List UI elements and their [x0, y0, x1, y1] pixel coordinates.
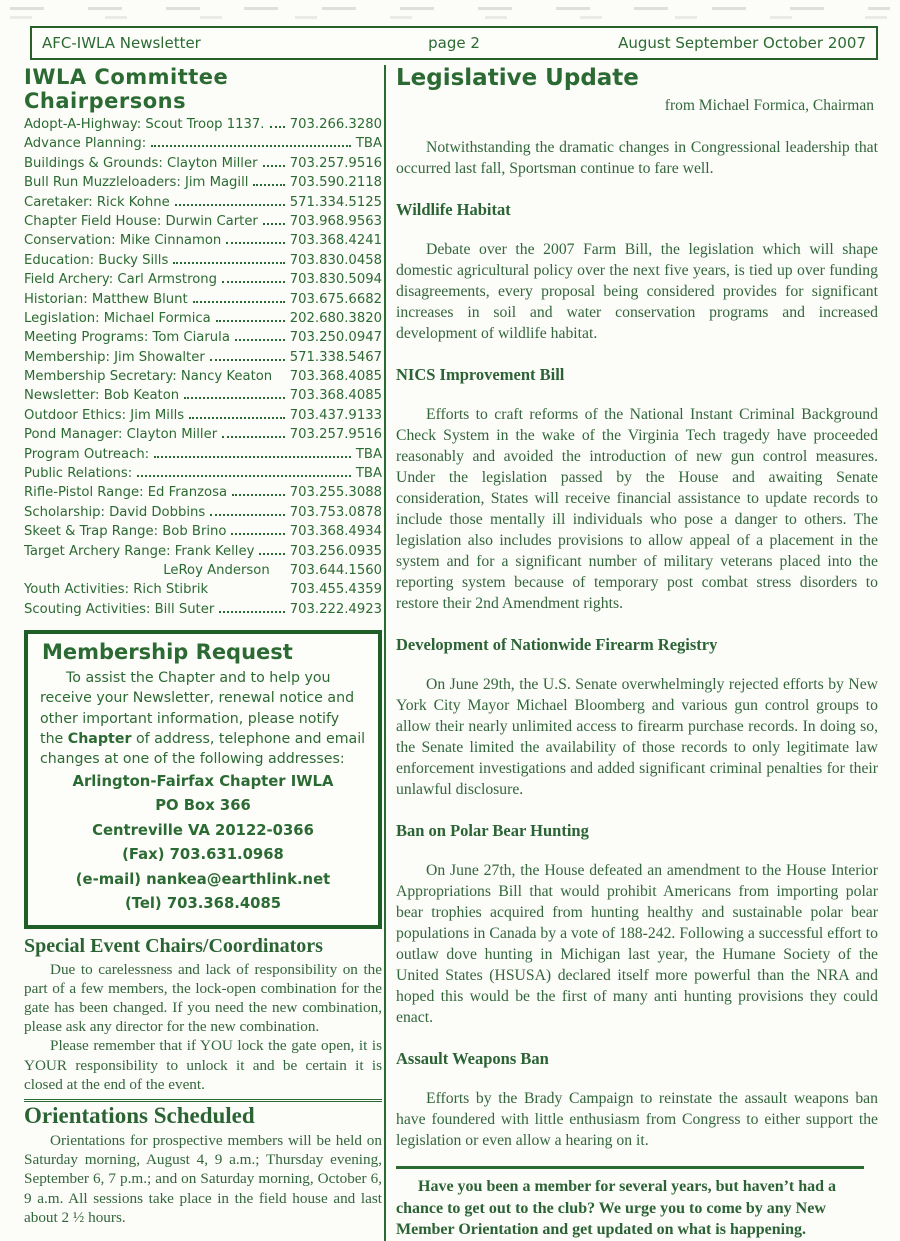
committee-row: [24, 292, 382, 311]
dot-leader: [263, 223, 285, 225]
dot-leader: [219, 611, 284, 613]
dot-leader: [210, 359, 285, 361]
membership-intro-bold: Chapter: [67, 731, 132, 748]
scan-artifact: [10, 16, 890, 19]
committee-row: [24, 350, 382, 369]
footer-note-divider: [396, 1166, 864, 1241]
committee-role: Membership: Jim Showalter: [24, 349, 205, 365]
newsletter-page: [24, 26, 878, 1241]
phone-number: 703.455.4359: [289, 582, 382, 598]
dot-leader: [173, 262, 284, 264]
phone-number: 202.680.3820: [289, 310, 382, 326]
fax-number: (Fax) 703.631.0968: [122, 846, 284, 864]
address-line: Centreville VA 20122-0366: [92, 821, 314, 839]
phone-number: 703.255.3088: [289, 485, 382, 501]
committee-role: Chapter Field House: Durwin Carter: [24, 213, 258, 229]
membership-intro-text: To assist the Chapter and to help you receive your Newsletter, renewal notice and other important information, please notify the: [40, 670, 355, 748]
dot-leader: [226, 242, 284, 244]
committee-row: [24, 447, 382, 466]
phone-number: 571.338.5467: [289, 349, 382, 365]
page-header: [30, 26, 878, 60]
committee-row: [24, 485, 382, 504]
phone-number: 703.675.6682: [289, 291, 382, 307]
phone-number: 703.368.4241: [289, 233, 382, 249]
special-events-section: [24, 935, 382, 1094]
dot-leader: [184, 397, 285, 399]
phone-number: (Tel) 703.368.4085: [124, 895, 282, 913]
dot-leader: [137, 475, 351, 477]
section-body: On June 27th, the House defeated an amendment to the House Interior Appropriations Bill that would prohibit Americans from importing polar bear trophies acquired from hunting healthy and sustainable polar bear populations in Canada by a vote of 188-242. Following a successful effort to outlaw dove hunting in Michigan last year, the Humane Society of the United States (HSUSA) declared itself more powerful than the NRA and hoped this would be the first of many anti hunting provisions they could enact.: [396, 862, 878, 1026]
dot-leader: [189, 417, 285, 419]
dot-leader: [270, 126, 285, 128]
orientations-section: [24, 1103, 382, 1227]
membership-request-box: [24, 630, 382, 928]
special-events-paragraph: Please remember that if YOU lock the gate open, it is YOUR responsibility to unlock it and be certain it is closed at the end of the event.: [24, 1037, 382, 1093]
dot-leader: [210, 514, 284, 516]
membership-intro-text: of address, telephone and email changes at one of the following addresses:: [40, 731, 366, 768]
committee-role: Buildings & Grounds: Clayton Miller: [24, 155, 258, 171]
committee-row: [24, 117, 382, 136]
chapter-address: [40, 770, 366, 917]
committee-row: [24, 253, 382, 272]
committee-role: Program Outreach:: [24, 446, 150, 462]
committee-row: [24, 466, 382, 485]
committee-role: Historian: Matthew Blunt: [24, 291, 188, 307]
special-events-paragraph: Due to carelessness and lack of responsibility on the part of a few members, the lock-open combination for the gate has been changed. If you need the new combination, please ask any director for the new combination.: [24, 960, 382, 1036]
committee-list: [24, 117, 382, 621]
section-body: Debate over the 2007 Farm Bill, the legislation which will shape domestic agricultural policy over the next five years, is tied up over funding disagreements, every proposal being considered provides for significant increases in soil and water conservation programs and increased development of wildlife habitat.: [396, 241, 878, 342]
committee-row: [24, 408, 382, 427]
committee-row: [24, 369, 382, 388]
phone-number: 703.437.9133: [289, 407, 382, 423]
address-line: PO Box 366: [155, 797, 251, 815]
phone-number: TBA: [355, 446, 382, 462]
committee-row: [24, 602, 382, 621]
committee-section-title: IWLA Committee Chairpersons: [24, 65, 229, 113]
committee-row: [24, 311, 382, 330]
phone-number: 703.257.9516: [289, 155, 382, 171]
committee-row: [24, 524, 382, 543]
email-address: (e-mail) nankea@earthlink.net: [75, 870, 331, 888]
phone-number: 703.644.1560: [289, 562, 382, 578]
committee-row: [24, 330, 382, 349]
committee-row: [24, 175, 382, 194]
orientations-paragraph: Orientations for prospective members will be held on Saturday morning, August 4, 9 a.m.; Thursday evening, September 6, 7 p.m.; and on Saturday morning, October 6, 9 a.m. All sessions take place in the field house and last about 2 ½ hours.: [24, 1132, 382, 1226]
dot-leader: [232, 494, 285, 496]
committee-role: Skeet & Trap Range: Bob Brino: [24, 524, 227, 540]
phone-number: 703.368.4085: [289, 369, 382, 385]
dot-leader: [259, 553, 284, 555]
newsletter-name: AFC-IWLA Newsletter: [42, 34, 201, 52]
membership-title: Membership Request: [42, 640, 293, 665]
legislative-update-title: Legislative Update: [396, 65, 639, 91]
phone-number: 703.222.4923: [289, 601, 382, 617]
phone-number: 703.266.3280: [289, 117, 382, 132]
committee-role: Field Archery: Carl Armstrong: [24, 272, 217, 288]
committee-role: Public Relations:: [24, 466, 133, 482]
committee-row: [24, 582, 382, 601]
phone-number: 703.250.0947: [289, 330, 382, 346]
two-column-layout: [24, 65, 878, 1241]
dot-leader: [231, 533, 284, 535]
committee-role: Adopt-A-Highway: Scout Troop 1137.: [24, 117, 265, 132]
committee-row: [24, 505, 382, 524]
dot-leader: [154, 456, 351, 458]
committee-row: [24, 233, 382, 252]
section-heading: NICS Improvement Bill: [396, 365, 565, 384]
committee-row: [24, 156, 382, 175]
phone-number: 703.830.0458: [289, 252, 382, 268]
left-column: [24, 65, 382, 1227]
phone-number: 703.368.4085: [289, 388, 382, 404]
dot-leader: [175, 204, 285, 206]
committee-role: LeRoy Anderson: [163, 562, 270, 578]
committee-role: Bull Run Muzzleloaders: Jim Magill: [24, 175, 249, 191]
committee-row: [24, 136, 382, 155]
phone-number: 571.334.5125: [289, 194, 382, 210]
dot-leader: [222, 281, 285, 283]
section-heading: Ban on Polar Bear Hunting: [396, 821, 589, 840]
page-number: page 2: [428, 34, 480, 52]
phone-number: 703.368.4934: [289, 524, 382, 540]
dot-leader: [263, 165, 285, 167]
footer-note: Have you been a member for several years, but haven’t had a chance to get out to the club? We urge you to come by any New Member Orientation and get updated on what is happening.: [396, 1178, 837, 1238]
phone-number: 703.753.0878: [289, 504, 382, 520]
phone-number: 703.257.9516: [289, 427, 382, 443]
section-body: Efforts by the Brady Campaign to reinstate the assault weapons ban have foundered with little enthusiasm from Congress to either support the legislation or even allow a hearing on it.: [396, 1090, 878, 1149]
committee-row: [24, 195, 382, 214]
section-heading: Wildlife Habitat: [396, 200, 511, 219]
orientations-title: Orientations Scheduled: [24, 1103, 255, 1129]
committee-role: Meeting Programs: Tom Ciarula: [24, 330, 230, 346]
committee-role: Education: Bucky Sills: [24, 252, 169, 268]
committee-role: Outdoor Ethics: Jim Mills: [24, 407, 185, 423]
divider: [24, 1099, 382, 1102]
committee-role: Pond Manager: Clayton Miller: [24, 427, 218, 443]
membership-intro: [40, 668, 366, 769]
phone-number: 703.256.0935: [289, 543, 382, 559]
address-line: Arlington-Fairfax Chapter IWLA: [72, 772, 334, 790]
phone-number: TBA: [355, 466, 382, 482]
committee-role: Advance Planning:: [24, 136, 147, 152]
committee-role: Scholarship: David Dobbins: [24, 504, 206, 520]
phone-number: TBA: [355, 136, 382, 152]
legislative-intro: Notwithstanding the dramatic changes in Congressional leadership that occurred last fall, Sportsman continue to fare well.: [396, 139, 878, 177]
committee-row: [24, 544, 382, 563]
committee-role: Scouting Activities: Bill Suter: [24, 601, 215, 617]
section-body: Efforts to craft reforms of the National Instant Criminal Background Check System in the wake of the Virginia Tech tragedy have proceeded reasonably and avoided the introduction of new gun control measures. Under the legislation passed by the House and awaiting Senate consideration, States will receive financial assistance to update records to include those mentally ill individuals who pose a danger to others. The legislation also includes provisions to allow appeal of a placement in the system and for a significant number of military veterans placed into the reporting system because of temporary post combat stress disorders to restore their 2nd Amendment rights.: [396, 406, 878, 612]
dot-leader: [193, 301, 285, 303]
section-body: On June 29th, the U.S. Senate overwhelmingly rejected efforts by New York City Mayor Michael Bloomberg and various gun control groups to allow their nearly unlimited access to firearm purchase records. In doing so, the Senate limited the availability of those records to only legitimate law enforcement investigations and added significant criminal penalties for their unlawful disclosure.: [396, 676, 878, 798]
committee-role: Caretaker: Rick Kohne: [24, 194, 170, 210]
committee-row: [24, 272, 382, 291]
committee-row: [24, 388, 382, 407]
section-heading: Development of Nationwide Firearm Registry: [396, 635, 718, 654]
committee-row-continuation: [24, 563, 382, 582]
dot-leader: [222, 436, 285, 438]
issue-date: August September October 2007: [618, 34, 867, 52]
committee-role: Youth Activities: Rich Stibrik: [24, 582, 209, 598]
scan-artifact: [10, 7, 890, 10]
committee-role: Conservation: Mike Cinnamon: [24, 233, 222, 249]
committee-role: Target Archery Range: Frank Kelley: [24, 543, 255, 559]
dot-leader: [216, 320, 285, 322]
special-events-title: Special Event Chairs/Coordinators: [24, 934, 323, 957]
dot-leader: [235, 339, 285, 341]
committee-row: [24, 214, 382, 233]
committee-role: Rifle-Pistol Range: Ed Franzosa: [24, 485, 228, 501]
phone-number: 703.830.5094: [289, 272, 382, 288]
byline: from Michael Formica, Chairman: [664, 97, 874, 114]
committee-role: Newsletter: Bob Keaton: [24, 388, 180, 404]
phone-number: 703.590.2118: [289, 175, 382, 191]
section-heading: Assault Weapons Ban: [396, 1049, 549, 1068]
committee-row: [24, 427, 382, 446]
dot-leader: [253, 184, 284, 186]
phone-number: 703.968.9563: [289, 213, 382, 229]
committee-role: Membership Secretary: Nancy Keaton: [24, 369, 273, 385]
right-column: [384, 65, 878, 1241]
dot-leader: [151, 145, 351, 147]
committee-role: Legislation: Michael Formica: [24, 310, 211, 326]
